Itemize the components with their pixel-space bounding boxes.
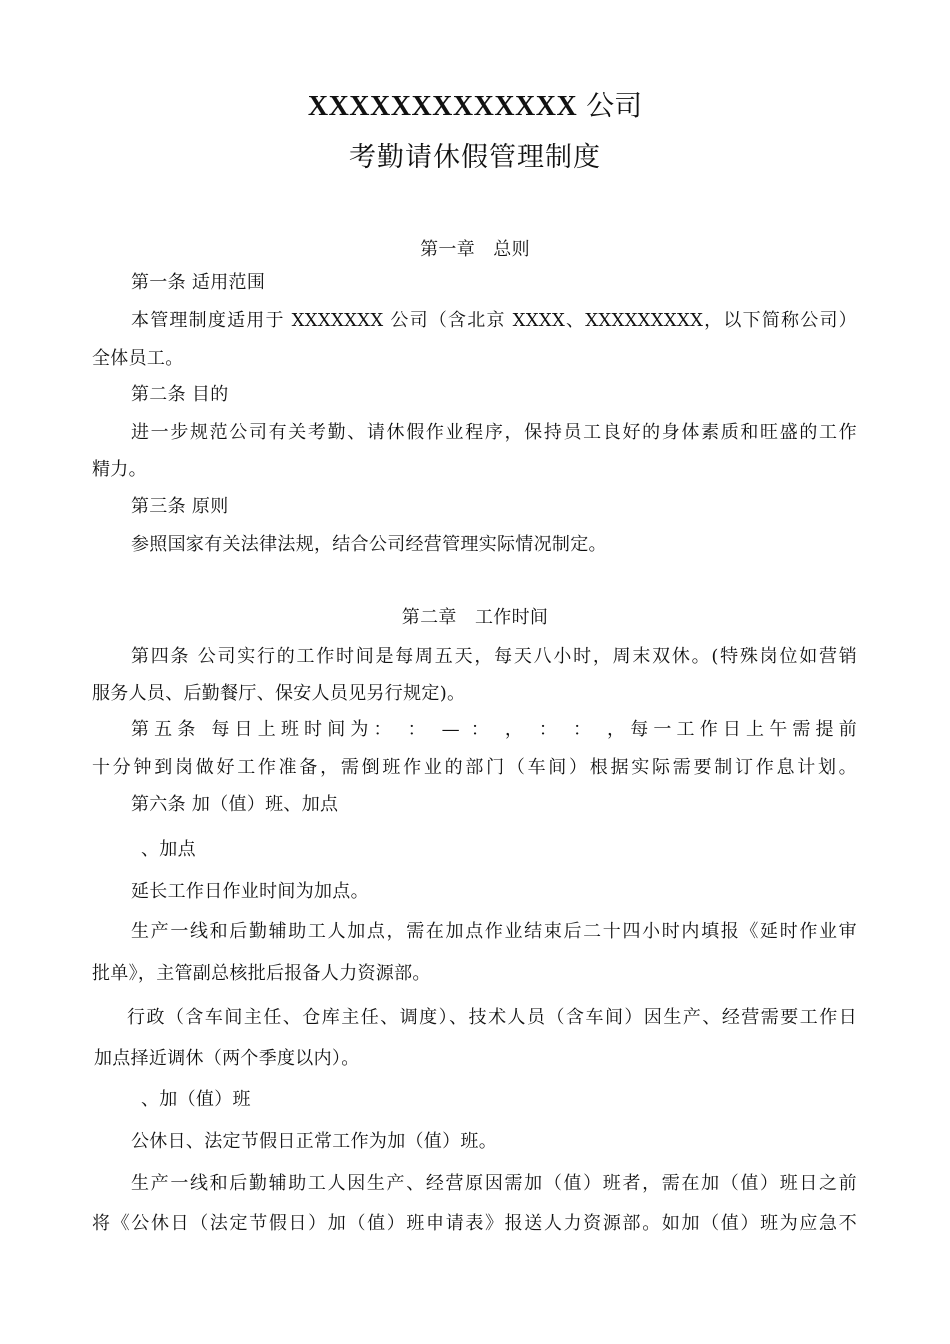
section-2-line-1: 公休日、法定节假日正常工作为加（值）班。 xyxy=(131,1131,497,1152)
section-1-line-1: 延长工作日作业时间为加点。 xyxy=(131,881,369,902)
article-1-title: 第一条 适用范围 xyxy=(131,272,266,293)
chapter-1-heading: 第一章 总则 xyxy=(420,239,530,260)
company-name: XXXXXXXXXXXXX xyxy=(307,91,578,122)
article-4-line-2: 服务人员、后勤餐厅、保安人员见另行规定)。 xyxy=(92,683,466,704)
article-1-line-2: 全体员工。 xyxy=(92,348,184,369)
article-4-line-1: 第四条 公司实行的工作时间是每周五天，每天八小时，周末双休。(特殊岗位如营销 xyxy=(131,646,857,667)
section-1-title: 、加点 xyxy=(141,839,196,860)
article-1-line-1: 本管理制度适用于 XXXXXXX 公司（含北京 XXXX、XXXXXXXXX，以下简称公司） xyxy=(131,310,857,331)
document-subtitle: 考勤请休假管理制度 xyxy=(349,142,601,173)
article-2-line-1: 进一步规范公司有关考勤、请休假作业程序，保持员工良好的身体素质和旺盛的工作 xyxy=(131,422,857,443)
article-3-title: 第三条 原则 xyxy=(131,496,229,517)
section-2-line-3: 将《公休日（法定节假日）加（值）班申请表》报送人力资源部。如加（值）班为应急不 xyxy=(92,1213,857,1234)
section-2-title: 、加（值）班 xyxy=(141,1089,251,1110)
article-2-line-2: 精力。 xyxy=(92,459,147,480)
article-5-line-1: 第五条 每日上班时间为： ： — ： ， ： ： ，每一工作日上午需提前 xyxy=(131,719,857,740)
article-5-line-2: 十分钟到岗做好工作准备，需倒班作业的部门（车间）根据实际需要制订作息计划。 xyxy=(92,757,857,778)
section-1-line-5: 加点择近调休（两个季度以内）。 xyxy=(94,1048,360,1069)
chapter-2-heading: 第二章 工作时间 xyxy=(401,607,549,628)
article-3-line-1: 参照国家有关法律法规，结合公司经营管理实际情况制定。 xyxy=(131,534,607,555)
section-1-line-4: 行政（含车间主任、仓库主任、调度）、技术人员（含车间）因生产、经营需要工作日 xyxy=(127,1007,857,1028)
company-suffix: 公司 xyxy=(586,89,643,122)
article-2-title: 第二条 目的 xyxy=(131,384,229,405)
section-2-line-2: 生产一线和后勤辅助工人因生产、经营原因需加（值）班者，需在加（值）班日之前 xyxy=(131,1173,857,1194)
section-1-line-2: 生产一线和后勤辅助工人加点，需在加点作业结束后二十四小时内填报《延时作业审 xyxy=(131,921,857,942)
article-6-title: 第六条 加（值）班、加点 xyxy=(131,794,339,815)
section-1-line-3: 批单》，主管副总核批后报备人力资源部。 xyxy=(92,963,431,984)
document-title xyxy=(0,88,950,125)
